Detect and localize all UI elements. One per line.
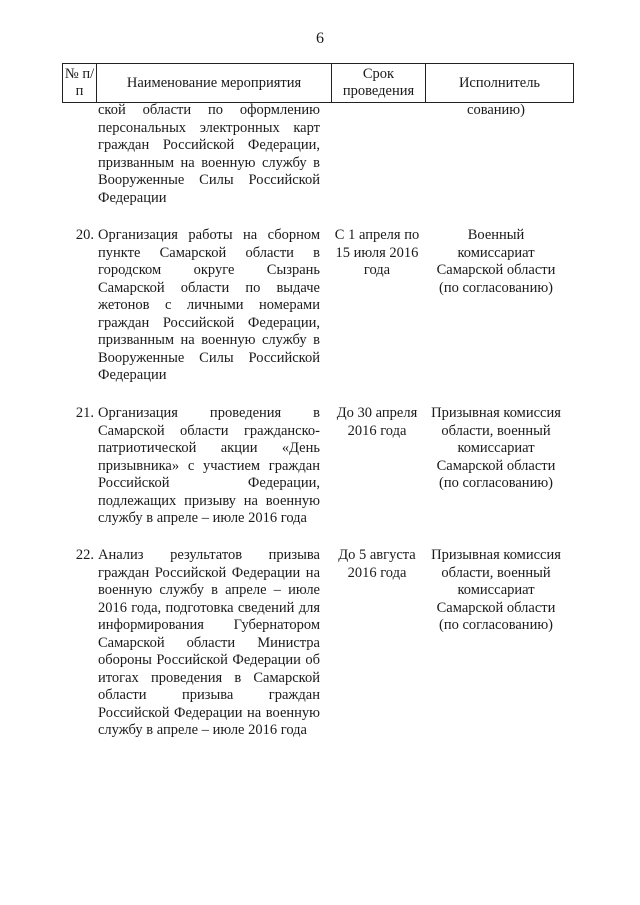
header-col-executor: Исполнитель xyxy=(426,64,574,103)
row-20-executor: Военный комиссариат Самарской области (по согласованию) xyxy=(436,227,556,296)
header-col-date: Срок проведения xyxy=(332,64,426,103)
row-22-number: 22. xyxy=(75,547,94,563)
continued-name: ской области по оформлению персональных электронных карт граждан Российской Федерации, призванным на военную службу в Вооруженные Силы Российской Федерации xyxy=(98,102,320,206)
header-col-name: Наименование мероприятия xyxy=(97,64,332,103)
row-21-name: Организация проведения в Самарской области гражданско-патриотической акции «День призывника» с участием граждан Российской Федерации, подлежащих призыву на военную службу в апреле – июле 2016 года xyxy=(98,405,320,526)
row-22-date: До 5 августа 2016 года xyxy=(338,547,416,581)
continued-executor: сованию) xyxy=(467,102,525,118)
header-col-number: № п/п xyxy=(63,64,97,103)
table-header xyxy=(62,63,574,103)
row-21-executor: Призывная комиссия области, военный комиссариат Самарской области (по согласованию) xyxy=(431,405,561,491)
page-number: 6 xyxy=(316,30,324,47)
row-20-name: Организация работы на сборном пункте Самарской области в городском округе Сызрань Самарской области по выдаче жетонов с личными номерами граждан Российской Федерации, призванным на военную службу в Вооруженные Силы Российской Федерации xyxy=(98,227,320,383)
row-20-number: 20. xyxy=(75,227,94,243)
row-21-date: До 30 апреля 2016 года xyxy=(336,405,418,439)
row-22-name: Анализ результатов призыва граждан Российской Федерации на военную службу в апреле – июле 2016 года, подготовка сведений для информирования Губернатором Самарской области Министра обороны Российской Федерации об итогах проведения в Самарской области призыва граждан Российской Федерации на военную службу в апреле – июле 2016 года xyxy=(98,547,320,738)
row-20-date: С 1 апреля по 15 июля 2016 года xyxy=(334,227,420,278)
row-21-number: 21. xyxy=(75,405,94,421)
row-22-executor: Призывная комиссия области, военный комиссариат Самарской области (по согласованию) xyxy=(431,547,561,633)
